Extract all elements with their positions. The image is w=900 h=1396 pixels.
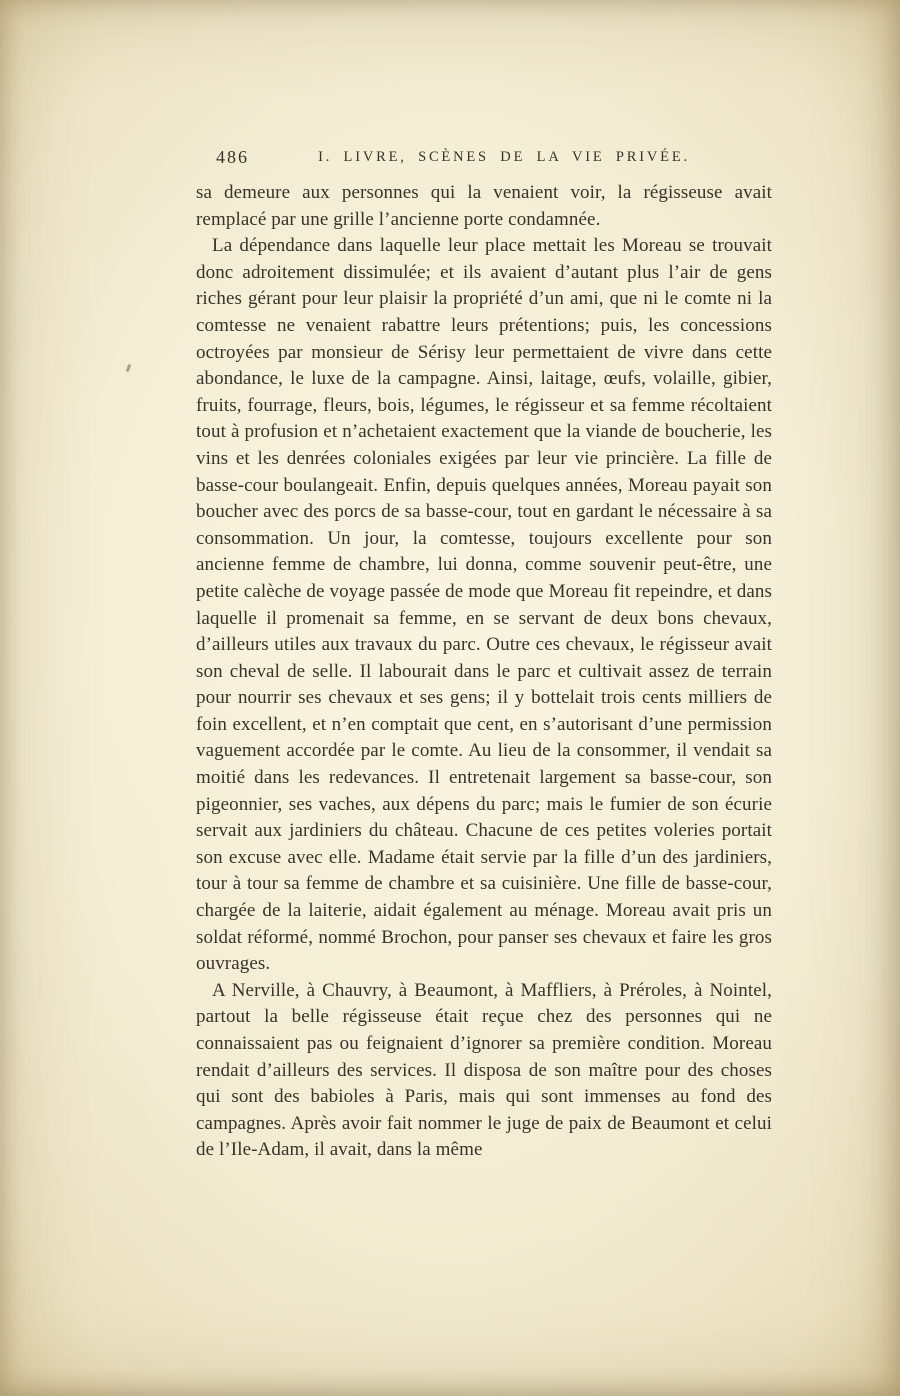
- running-title: I. LIVRE, SCÈNES DE LA VIE PRIVÉE.: [318, 149, 690, 165]
- running-header: [196, 146, 772, 170]
- paragraph-continuation: sa demeure aux personnes qui la venaient voir, la régisseuse avait remplacé par une grille l’ancienne porte condamnée.: [196, 182, 772, 230]
- paragraph-body: La dépendance dans laquelle leur place mettait les Moreau se trouvait donc adroitement dissimulée; et ils avaient d’autant plus l’air de gens riches gérant pour leur plaisir la propriété d’un ami, que ni le comte ni la comtesse ne venaient rabattre leurs prétentions; puis, les concessions octroyées par monsieur de Sérisy leur permettaient de vivre dans cette abondance, le luxe de la campagne. Ainsi, laitage, œufs, volaille, gibier, fruits, fourrage, fleurs, bois, légumes, le régisseur et sa femme récoltaient tout à profusion et n’achetaient exactement que la viande de boucherie, les vins et les denrées coloniales exigées par leur vie princière. La fille de basse-cour boulangeait. Enfin, depuis quelques années, Moreau payait son boucher avec des porcs de sa basse-cour, tout en gardant le nécessaire à sa consommation. Un jour, la comtesse, toujours excellente pour son ancienne femme de chambre, lui donna, comme souvenir peut-être, une petite calèche de voyage passée de mode que Moreau fit repeindre, et dans laquelle il promenait sa femme, en se servant de deux bons chevaux, d’ailleurs utiles aux travaux du parc. Outre ces chevaux, le régisseur avait son cheval de selle. Il labourait dans le parc et cultivait assez de terrain pour nourrir ses chevaux et ses gens; il y bottelait trois cents milliers de foin excellent, et n’en comptait que cent, en s’autorisant d’une permission vaguement accordée par le comte. Au lieu de la consommer, il vendait sa moitié dans les redevances. Il entretenait largement sa basse-cour, son pigeonnier, ses vaches, aux dépens du parc; mais le fumier de son écurie servait aux jardiniers du château. Chacune de ces petites voleries portait son excuse avec elle. Madame était servie par la fille d’un des jardiniers, tour à tour sa femme de chambre et sa cuisinière. Une fille de basse-cour, chargée de la laiterie, aidait également au ménage. Moreau avait pris un soldat réformé, nommé Brochon, pour panser ses chevaux et faire les gros ouvrages.: [196, 235, 772, 975]
- page-number: 486: [216, 147, 249, 167]
- paper-speck: [126, 364, 132, 373]
- text-block: [196, 180, 772, 1164]
- paragraph-body: A Nerville, à Chauvry, à Beaumont, à Maffliers, à Préroles, à Nointel, partout la belle régisseuse était reçue chez des personnes qui ne connaissaient pas ou feignaient d’ignorer sa première condition. Moreau rendait d’ailleurs des services. Il disposa de son maître pour des choses qui sont des babioles à Paris, mais qui sont immenses au fond des campagnes. Après avoir fait nommer le juge de paix de Beaumont et celui de l’Ile-Adam, il avait, dans la même: [196, 979, 772, 1161]
